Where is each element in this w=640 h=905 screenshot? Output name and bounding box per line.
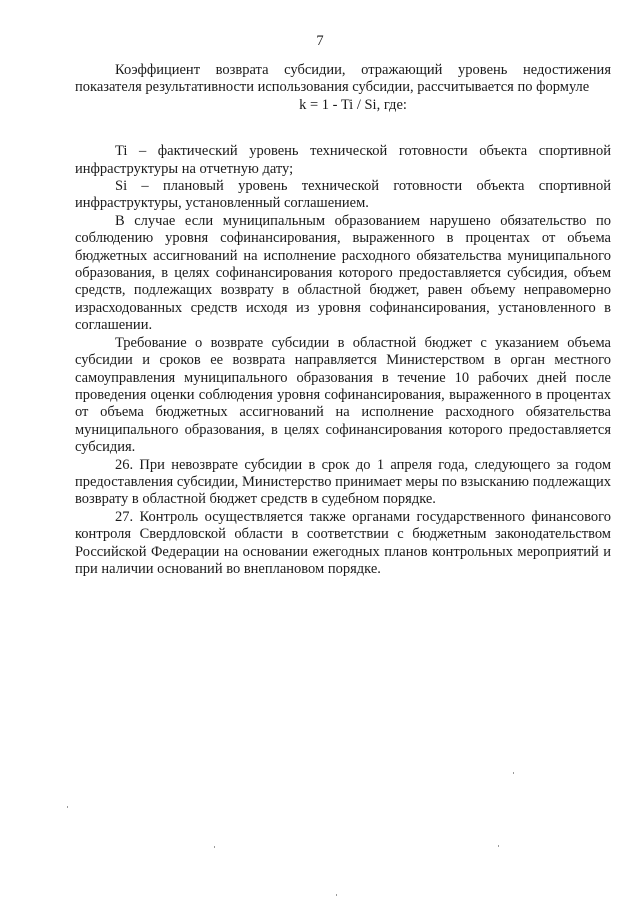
- paragraph-item-27: 27. Контроль осуществляется также органами государственного финансового контроля Свердловской области в соответствии с бюджетным законодательством Российской Федерации на основании ежегодных планов контрольных мероприятий и при наличии оснований во внеплановом порядке.: [75, 508, 611, 577]
- paragraph-si-definition: Si – плановый уровень технической готовности объекта спортивной инфраструктуры, установленный соглашением.: [75, 178, 611, 212]
- document-body: [75, 62, 611, 578]
- formula: k = 1 - Ti / Si, где:: [299, 96, 407, 113]
- scan-speck: [67, 806, 68, 808]
- paragraph-item-26: 26. При невозврате субсидии в срок до 1 апреля года, следующего за годом предоставления субсидии, Министерство принимает меры по взысканию подлежащих возврату в областной бюджет средств в судебном порядке.: [75, 456, 611, 508]
- scan-speck: [498, 845, 499, 847]
- paragraph-ti-definition: Ti – фактический уровень технической готовности объекта спортивной инфраструктуры на отчетную дату;: [75, 143, 611, 177]
- paragraph-cofinancing-violation: В случае если муниципальным образованием нарушено обязательство по соблюдению уровня софинансирования, выраженного в процентах от объема бюджетных ассигнований на исполнение расходного обязательства муниципального образования, в целях софинансирования которого предоставляется субсидия, объем средств, подлежащих возврату в областной бюджет, равен объему неправомерно израсходованных средств исходя из уровня софинансирования, установленного в соглашении.: [75, 212, 611, 334]
- scan-speck: [513, 772, 514, 774]
- scan-speck: [214, 846, 215, 848]
- paragraph-return-requirement: Требование о возврате субсидии в областной бюджет с указанием объема субсидии и сроков ее возврата направляется Министерством в орган местного самоуправления муниципального образования в течение 10 рабочих дней после проведения оценки соблюдения уровня софинансирования, выраженного в процентах от объема бюджетных ассигнований на исполнение расходного обязательства муниципального образования, в целях софинансирования которого предоставляется субсидия.: [75, 334, 611, 456]
- paragraph-coefficient-intro: Коэффициент возврата субсидии, отражающий уровень недостижения показателя результативности использования субсидии, рассчитывается по формуле: [75, 62, 611, 96]
- page-number: 7: [316, 33, 324, 49]
- scan-speck: [336, 894, 337, 896]
